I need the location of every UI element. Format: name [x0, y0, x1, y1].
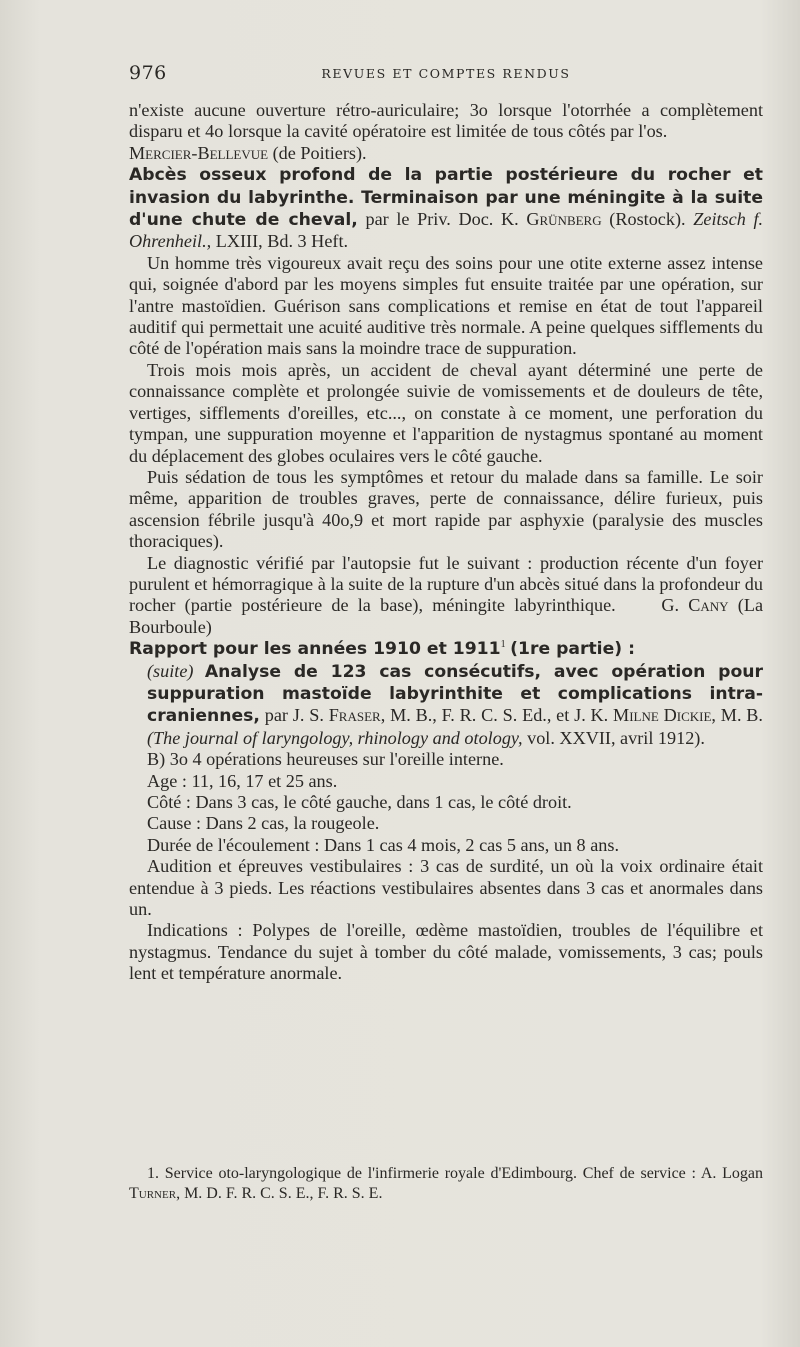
review2-paragraph-2: Trois mois mois après, un accident de cheval ayant déterminé une perte de connaissance complète et prolongée suivie de vomissements et de douleurs de tête, vertiges, sifflements d'oreilles, etc..., on constate à ce moment, une perforation du tympan, une suppuration moyenne et l'apparition de nystagmus spontané au moment du déplacement des globes oculaires vers le côté gauche. [129, 359, 763, 466]
review2-author: Grünberg [526, 209, 602, 230]
review3-item-audition: Audition et épreuves vestibulaires : 3 cas de surdité, un où la voix ordinaire était entendue à 3 pieds. Les réactions vestibulaires absentes dans 3 cas et anormales dans un. [129, 856, 763, 920]
review2-author-place: (Rostock). [609, 209, 686, 230]
review3-journal: (The journal of laryngology, rhinology and otology, [147, 727, 523, 748]
review3-author1: Fraser [328, 705, 381, 726]
review3-by: par J. S. [264, 705, 324, 726]
footnote-name: Turner [129, 1184, 177, 1202]
review3-item-cause: Cause : Dans 2 cas, la rougeole. [147, 813, 380, 834]
body-text [129, 100, 763, 985]
review2-paragraph-3: Puis sédation de tous les symptômes et retour du malade dans sa famille. Le soir même, apparition de troubles graves, perte de connaissance, délire furieux, puis ascension fébrile jusqu'à 40o,9 et mort rapide par asphyxie (paralysie des muscles thoraciques). [129, 466, 763, 552]
page-header [129, 62, 763, 88]
review3-item-age: Age : 11, 16, 17 et 25 ans. [147, 770, 338, 791]
review2-signature: G. Cany [661, 595, 729, 616]
review3-volume: vol. XXVII, avril 1912). [527, 727, 705, 748]
page-number: 976 [129, 62, 167, 84]
review3-author2-deg: , M. B. [711, 705, 763, 726]
footnote [129, 1164, 763, 1203]
review1-text: n'existe aucune ouverture rétro-auriculaire; 3o lorsque l'otorrhée a complètement disparu et 4o lorsque la cavité opératoire est limitée de tous côtés par l'os. [129, 100, 763, 142]
review2-signature-place: (La Bourboule) [129, 595, 764, 637]
review3-heading-cont [129, 661, 763, 750]
footnote-paragraph [129, 1164, 763, 1203]
review2-paragraph-4 [129, 553, 763, 639]
review3-item-indications: Indications : Polypes de l'oreille, œdème mastoïdien, troubles de l'équilibre et nystagmus. Tendance du sujet à tomber du côté malade, vomissements, 3 cas; pouls lent et température anormale. [129, 920, 763, 984]
review3-heading [129, 638, 763, 660]
review3-item-cote: Côté : Dans 3 cas, le côté gauche, dans 1 cas, le côté droit. [147, 792, 572, 812]
review2-paragraph-4-text: Le diagnostic vérifié par l'autopsie fut le suivant : production récente d'un foyer purulent et hémorragique à la suite de la rupture d'un abcès situé dans la profondeur du rocher (partie postérieure de la base), méningite labyrinthique. [129, 552, 763, 616]
review1-signature: Mercier-Bellevue [129, 142, 269, 163]
review1-continuation [129, 100, 763, 164]
footnote-rest: , M. D. F. R. C. S. E., F. R. S. E. [176, 1184, 383, 1202]
running-title: REVUES ET COMPTES RENDUS [321, 66, 571, 81]
footnote-text: 1. Service oto-laryngologique de l'infirmerie royale d'Edimbourg. Chef de service : A. Logan [147, 1165, 763, 1182]
review3-item-duree: Durée de l'écoulement : Dans 1 cas 4 mois, 2 cas 5 ans, un 8 ans. [147, 834, 619, 855]
review3-title-c: Analyse de 123 cas consécutifs, avec opération pour suppuration mastoïde labyrinthite et complications intra-craniennes, [147, 661, 764, 727]
review3-author2: Milne Dickie [613, 705, 712, 726]
review2-paragraph-1: Un homme très vigoureux avait reçu des soins pour une otite externe assez intense qui, soignée d'abord par les moyens simples fut ensuite traitée par une opération, sur l'antre mastoïdien. Guérison sans complications et remise en état de tout l'appareil auditif qui permettait une acuité auditive très normale. A peine quelques sifflements du côté de l'opération mais sans la moindre trace de suppuration. [129, 252, 763, 359]
review1-signature-place: (de Poitiers). [272, 142, 367, 163]
review2-volume: LXIII, Bd. 3 Heft. [215, 231, 349, 252]
review3-suite: (suite) [147, 660, 194, 681]
review2-title: Abcès osseux profond de la partie postérieure du rocher et invasion du labyrinthe. Terminaison par une méningite à la suite d'une chute de cheval, [129, 165, 763, 231]
review3-item-b: B) 3o 4 opérations heureuses sur l'oreille interne. [147, 749, 504, 770]
review2-journal: Zeitsch f. Ohrenheil., [129, 209, 764, 252]
review3-title-b: (1re partie) : [510, 639, 635, 660]
review2-heading [129, 164, 763, 253]
footnote-ref: 1 [500, 639, 506, 651]
review3-title-a: Rapport pour les années 1910 et 1911 [129, 639, 501, 660]
review3-author1-deg: , M. B., F. R. C. S. Ed., et J. K. [380, 705, 609, 726]
review2-by: par le Priv. Doc. K. [365, 209, 519, 230]
